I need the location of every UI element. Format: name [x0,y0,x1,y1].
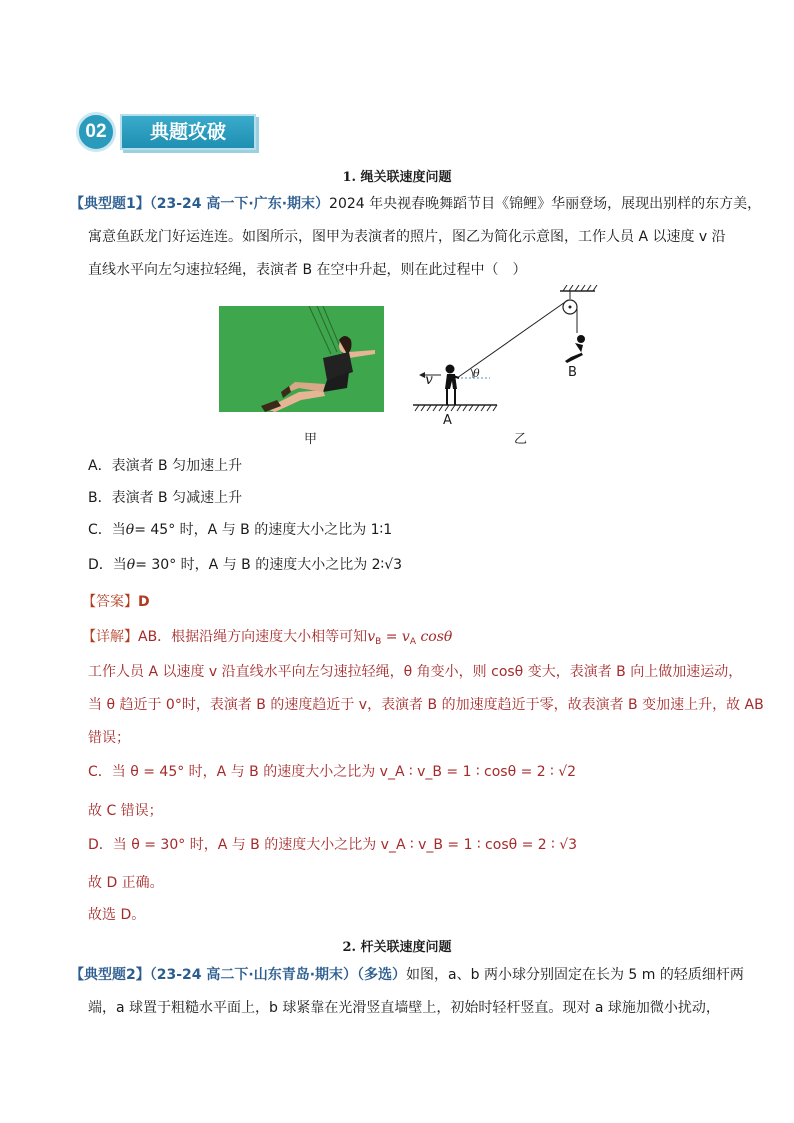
q1-explanation-8: 故 D 正确。 [88,875,164,891]
q1-explanation-9: 故选 D。 [88,907,146,923]
q1-tag: 【典型题1】 [70,196,150,212]
q1-option-d: D．当θ= 30° 时，A 与 B 的速度大小之比为 2∶√3 [88,557,403,573]
label-B: B [568,365,577,380]
q1-line2: 寓意鱼跃龙门好运连连。如图所示，图甲为表演者的照片，图乙为简化示意图，工作人员 A 以速度 v 沿 [88,229,726,245]
section1-title: 1. 绳关联速度问题 [342,170,452,185]
label-v: v [425,372,433,388]
q1-explanation-6: 故 C 错误； [88,803,163,819]
label-A: A [443,413,452,428]
q1-explanation-4: 错误； [88,730,130,746]
section2-title: 2. 杆关联速度问题 [342,940,452,955]
section-banner-title: 典题攻破 [120,114,256,150]
q2-text1: 如图，a、b 两小球分别固定在长为 5 m 的轻质细杆两 [406,967,744,983]
section-number-badge: 02 [76,112,116,152]
q2-source: （23-24 高二下·山东青岛·期末）（多选） [149,967,407,983]
q1-explanation-7: D．当 θ = 30° 时，A 与 B 的速度大小之比为 v_A ∶ v_B = 1 ∶ cosθ = 2 ∶ √3 [88,837,578,853]
q1-option-a: A．表演者 B 匀加速上升 [88,458,243,474]
label-theta: θ [473,367,480,380]
q1-answer: 【答案】D [82,594,150,610]
q1-line3: 直线水平向左匀速拉轻绳，表演者 B 在空中升起，则在此过程中（ ） [88,262,527,278]
figure-right-caption: 乙 [514,432,528,447]
pulley-diagram [405,283,605,423]
q1-text1: 2024 年央视春晚舞蹈节目《锦鲤》华丽登场，展现出别样的东方美， [329,196,762,212]
q2-line2: 端，a 球置于粗糙水平面上，b 球紧靠在光滑竖直墙壁上，初始时轻杆竖直。现对 a 球施加微小扰动， [88,1000,720,1016]
q1-explanation-1: 【详解】AB．根据沿绳方向速度大小相等可知$v_B = v_A$ cosθ [82,629,453,647]
q2-line1 [70,965,744,985]
q1-line1 [70,194,761,214]
q1-explanation-2: 工作人员 A 以速度 v 沿直线水平向左匀速拉轻绳，θ 角变小，则 cosθ 变大，表演者 B 向上做加速运动， [88,664,743,680]
performer-photo [219,306,384,412]
q1-explanation-5: C．当 θ = 45° 时，A 与 B 的速度大小之比为 v_A ∶ v_B = 1 ∶ cosθ = 2 ∶ √2 [88,764,577,780]
q2-tag: 【典型题2】 [70,967,150,983]
figure-left-caption: 甲 [304,432,318,447]
q1-option-b: B．表演者 B 匀减速上升 [88,490,243,506]
q1-explanation-3: 当 θ 趋近于 0°时，表演者 B 的速度趋近于 v，表演者 B 的加速度趋近于零，故表演者 B 变加速上升，故 AB [88,697,764,713]
section-banner [76,110,258,154]
q1-source: （23-24 高一下·广东·期末） [149,196,330,212]
q1-option-c: C．当θ= 45° 时，A 与 B 的速度大小之比为 1∶1 [88,522,393,538]
